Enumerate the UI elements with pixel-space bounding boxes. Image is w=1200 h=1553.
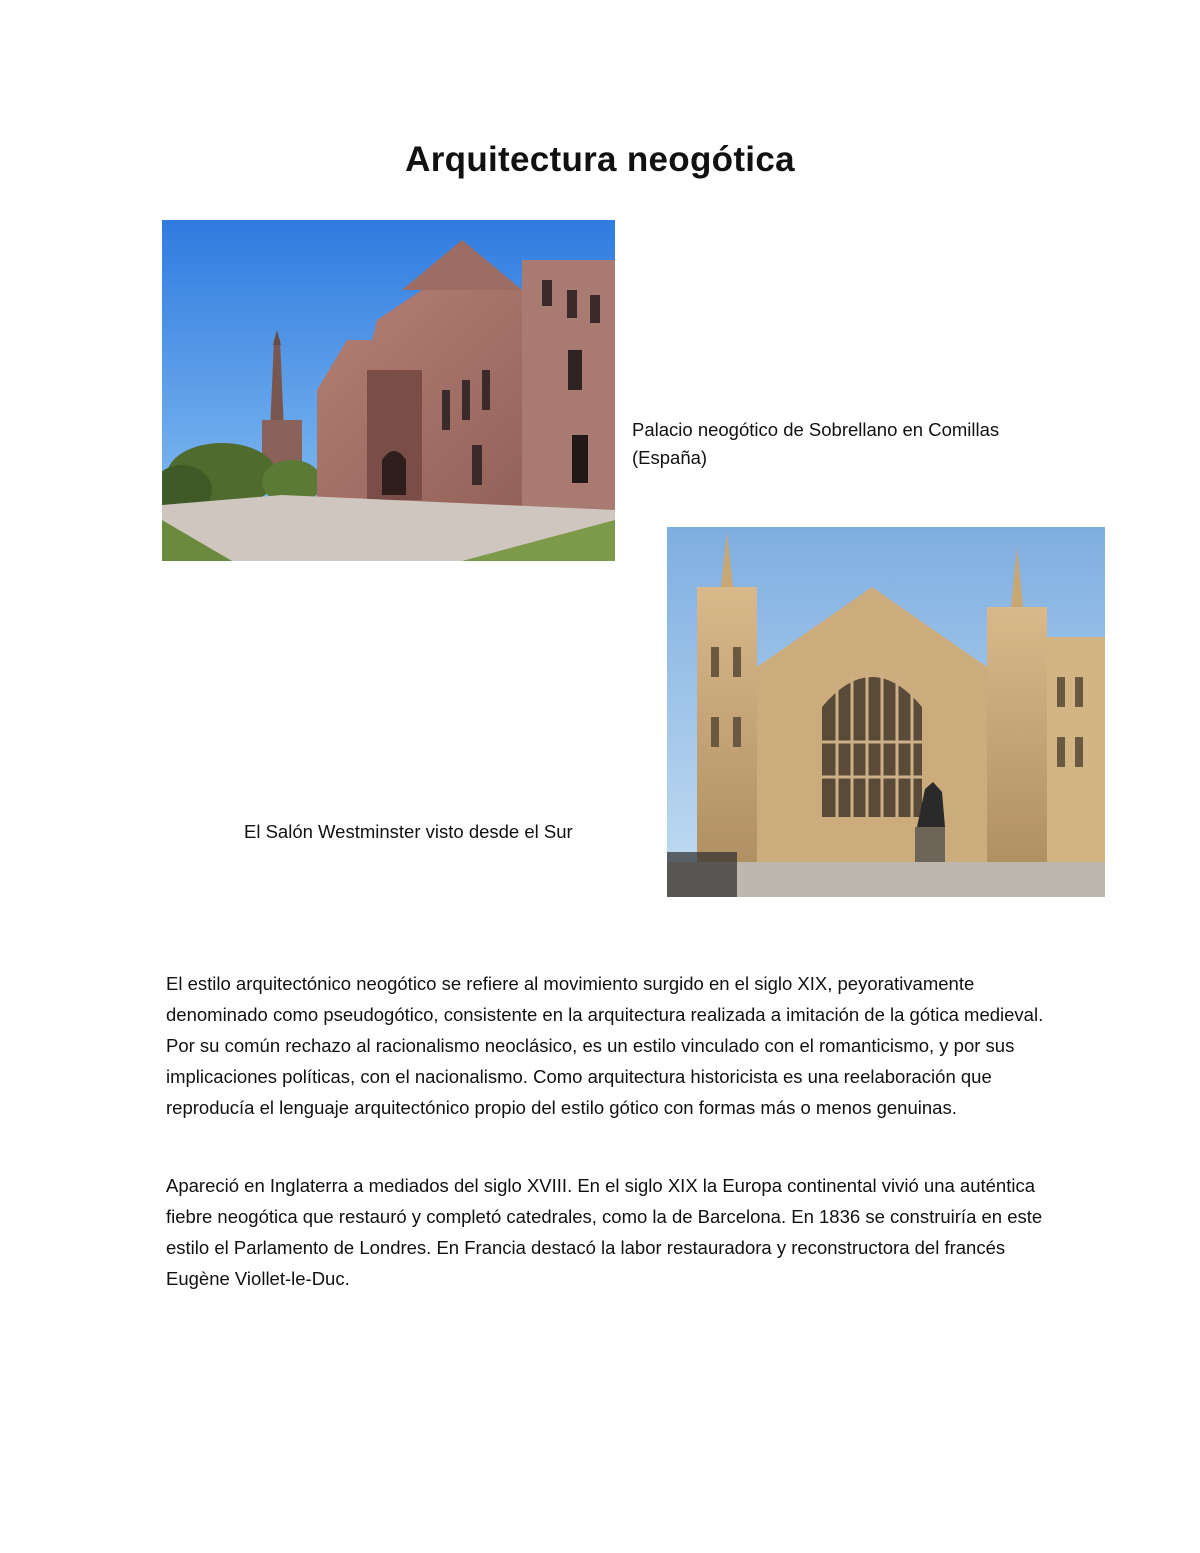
body-paragraph: El estilo arquitectónico neogótico se refiere al movimiento surgido en el siglo XIX, peyorativamente denominado como pseudogótico, consistente en la arquitectura realizada a imitación de la gótica medieval. Por su común rechazo al racionalismo neoclásico, es un estilo vinculado con el romanticismo, y por sus implicaciones políticas, con el nacionalismo. Como arquitectura historicista es una reelaboración que reproducía el lenguaje arquitectónico propio del estilo gótico con formas más o menos genuinas. [166, 973, 1044, 1118]
figure-caption-sobrellano [632, 416, 1052, 472]
body-paragraph: Apareció en Inglaterra a mediados del siglo XVIII. En el siglo XIX la Europa continental vivió una auténtica fiebre neogótica que restauró y completó catedrales, como la de Barcelona. En 1836 se construiría en este estilo el Parlamento de Londres. En Francia destacó la labor restauradora y reconstructora del francés Eugène Viollet-le-Duc. [166, 1175, 1043, 1289]
caption-line: Palacio neogótico de Sobrellano en Comillas [632, 419, 1000, 440]
westminster-hall-photo [667, 527, 1105, 897]
caption-line: (España) [632, 447, 708, 468]
figure-caption-westminster: El Salón Westminster visto desde el Sur [244, 821, 573, 842]
sobrellano-palace-photo [162, 220, 615, 561]
page-title: Arquitectura neogótica [405, 140, 795, 179]
